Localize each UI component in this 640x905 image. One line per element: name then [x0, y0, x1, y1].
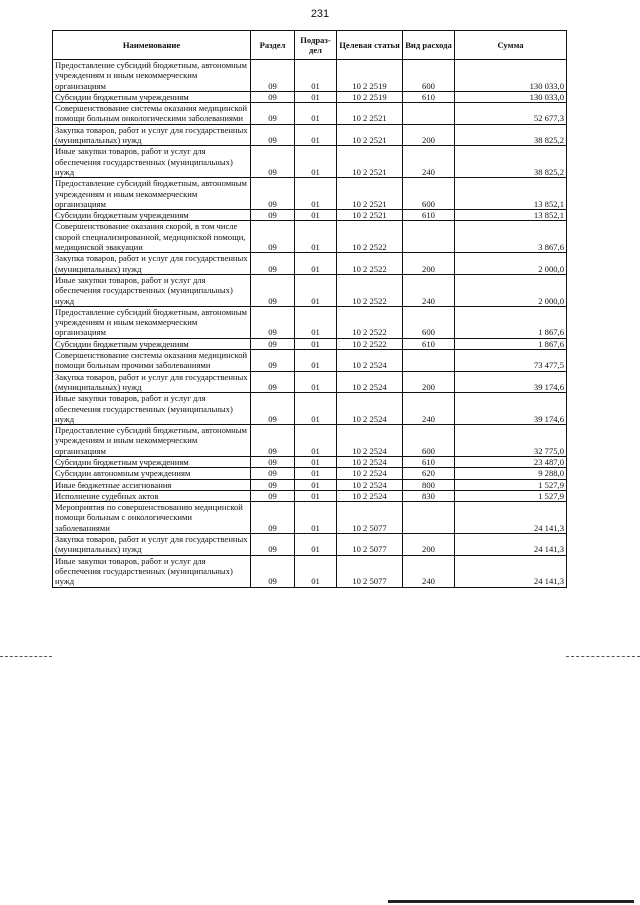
table-row	[53, 371, 567, 393]
cell-amount: 38 825,2	[455, 124, 567, 146]
header-expense: Вид расхода	[403, 31, 455, 60]
cell-amount: 2 000,0	[455, 253, 567, 275]
table-row	[53, 210, 567, 221]
cell-target: 10 2 2521	[337, 124, 403, 146]
dashed-rule-left	[0, 656, 52, 657]
cell-section: 09	[251, 371, 295, 393]
cell-section: 09	[251, 456, 295, 467]
cell-name: Предоставление субсидий бюджетным, автономным учреждениям и иным некоммерческим организациям	[53, 178, 251, 210]
cell-expense: 800	[403, 479, 455, 490]
cell-target: 10 2 2524	[337, 425, 403, 457]
cell-subsection: 01	[295, 479, 337, 490]
cell-target: 10 2 2522	[337, 306, 403, 338]
table-row	[53, 555, 567, 587]
table-row	[53, 393, 567, 425]
cell-amount: 24 141,3	[455, 502, 567, 534]
cell-subsection: 01	[295, 338, 337, 349]
cell-section: 09	[251, 274, 295, 306]
cell-name: Мероприятия по совершенствованию медицинской помощи больным с онкологическими заболеваниями	[53, 502, 251, 534]
table-header-row	[53, 31, 567, 60]
cell-expense: 620	[403, 468, 455, 479]
cell-expense: 240	[403, 393, 455, 425]
cell-subsection: 01	[295, 124, 337, 146]
cell-amount: 1 867,6	[455, 306, 567, 338]
cell-amount: 130 033,0	[455, 60, 567, 92]
cell-target: 10 2 2521	[337, 103, 403, 125]
cell-section: 09	[251, 425, 295, 457]
cell-section: 09	[251, 393, 295, 425]
cell-name: Закупка товаров, работ и услуг для государственных (муниципальных) нужд	[53, 253, 251, 275]
table-row	[53, 490, 567, 501]
cell-amount: 130 033,0	[455, 91, 567, 102]
cell-amount: 23 487,0	[455, 456, 567, 467]
cell-expense: 200	[403, 371, 455, 393]
cell-name: Предоставление субсидий бюджетным, автономным учреждениям и иным некоммерческим организациям	[53, 306, 251, 338]
cell-name: Совершенствование системы оказания медицинской помощи больным прочими заболеваниями	[53, 350, 251, 372]
cell-subsection: 01	[295, 60, 337, 92]
cell-subsection: 01	[295, 221, 337, 253]
table-body	[53, 60, 567, 588]
cell-amount: 39 174,6	[455, 393, 567, 425]
cell-expense: 610	[403, 338, 455, 349]
cell-section: 09	[251, 253, 295, 275]
cell-section: 09	[251, 210, 295, 221]
cell-target: 10 2 2521	[337, 146, 403, 178]
cell-target: 10 2 5077	[337, 502, 403, 534]
table-row	[53, 306, 567, 338]
cell-subsection: 01	[295, 306, 337, 338]
cell-section: 09	[251, 124, 295, 146]
page-number: 231	[310, 8, 330, 20]
cell-target: 10 2 2521	[337, 210, 403, 221]
table-row	[53, 103, 567, 125]
cell-amount: 13 852,1	[455, 178, 567, 210]
cell-expense: 200	[403, 534, 455, 556]
cell-section: 09	[251, 221, 295, 253]
cell-section: 09	[251, 490, 295, 501]
table-row	[53, 350, 567, 372]
cell-name: Закупка товаров, работ и услуг для государственных (муниципальных) нужд	[53, 124, 251, 146]
dashed-rule-right	[566, 656, 640, 657]
cell-name: Субсидии бюджетным учреждениям	[53, 338, 251, 349]
cell-expense: 200	[403, 253, 455, 275]
cell-expense	[403, 350, 455, 372]
cell-expense	[403, 502, 455, 534]
budget-table	[52, 30, 567, 588]
cell-expense: 830	[403, 490, 455, 501]
cell-section: 09	[251, 91, 295, 102]
table-row	[53, 274, 567, 306]
cell-section: 09	[251, 502, 295, 534]
cell-name: Предоставление субсидий бюджетным, автономным учреждениям и иным некоммерческим организациям	[53, 425, 251, 457]
cell-target: 10 2 5077	[337, 534, 403, 556]
table-row	[53, 456, 567, 467]
cell-subsection: 01	[295, 253, 337, 275]
cell-amount: 24 141,3	[455, 534, 567, 556]
cell-name: Исполнение судебных актов	[53, 490, 251, 501]
header-target: Целевая статья	[337, 31, 403, 60]
cell-expense: 600	[403, 60, 455, 92]
cell-expense: 600	[403, 425, 455, 457]
cell-name: Иные закупки товаров, работ и услуг для обеспечения государственных (муниципальных) нужд	[53, 555, 251, 587]
table-row	[53, 146, 567, 178]
header-name: Наименование	[53, 31, 251, 60]
cell-target: 10 2 2524	[337, 468, 403, 479]
cell-target: 10 2 2519	[337, 91, 403, 102]
cell-amount: 52 677,3	[455, 103, 567, 125]
table-row	[53, 178, 567, 210]
cell-expense: 240	[403, 555, 455, 587]
cell-section: 09	[251, 338, 295, 349]
cell-expense: 200	[403, 124, 455, 146]
cell-amount: 24 141,3	[455, 555, 567, 587]
table-row	[53, 338, 567, 349]
cell-target: 10 2 2522	[337, 253, 403, 275]
cell-target: 10 2 2522	[337, 274, 403, 306]
header-subsection: Подраз-дел	[295, 31, 337, 60]
cell-name: Иные закупки товаров, работ и услуг для обеспечения государственных (муниципальных) нужд	[53, 146, 251, 178]
cell-subsection: 01	[295, 178, 337, 210]
cell-expense: 610	[403, 456, 455, 467]
cell-expense: 600	[403, 178, 455, 210]
cell-target: 10 2 2521	[337, 178, 403, 210]
cell-section: 09	[251, 479, 295, 490]
cell-subsection: 01	[295, 490, 337, 501]
cell-amount: 73 477,5	[455, 350, 567, 372]
cell-subsection: 01	[295, 393, 337, 425]
cell-name: Иные закупки товаров, работ и услуг для обеспечения государственных (муниципальных) нужд	[53, 393, 251, 425]
cell-subsection: 01	[295, 555, 337, 587]
cell-name: Иные закупки товаров, работ и услуг для обеспечения государственных (муниципальных) нужд	[53, 274, 251, 306]
cell-name: Субсидии бюджетным учреждениям	[53, 91, 251, 102]
cell-section: 09	[251, 350, 295, 372]
cell-subsection: 01	[295, 425, 337, 457]
cell-expense: 610	[403, 91, 455, 102]
table-row	[53, 253, 567, 275]
cell-name: Совершенствование системы оказания медицинской помощи больным онкологическими заболеваниями	[53, 103, 251, 125]
table-row	[53, 91, 567, 102]
table-row	[53, 479, 567, 490]
cell-subsection: 01	[295, 210, 337, 221]
table-row	[53, 425, 567, 457]
cell-subsection: 01	[295, 502, 337, 534]
cell-name: Субсидии бюджетным учреждениям	[53, 456, 251, 467]
cell-amount: 13 852,1	[455, 210, 567, 221]
cell-target: 10 2 2524	[337, 456, 403, 467]
cell-section: 09	[251, 178, 295, 210]
cell-target: 10 2 2522	[337, 338, 403, 349]
cell-subsection: 01	[295, 274, 337, 306]
cell-amount: 39 174,6	[455, 371, 567, 393]
cell-section: 09	[251, 60, 295, 92]
table-row	[53, 60, 567, 92]
cell-section: 09	[251, 146, 295, 178]
cell-target: 10 2 2524	[337, 490, 403, 501]
cell-subsection: 01	[295, 350, 337, 372]
cell-subsection: 01	[295, 534, 337, 556]
cell-section: 09	[251, 534, 295, 556]
cell-target: 10 2 2519	[337, 60, 403, 92]
cell-subsection: 01	[295, 146, 337, 178]
cell-amount: 2 000,0	[455, 274, 567, 306]
cell-target: 10 2 2524	[337, 393, 403, 425]
cell-name: Субсидии автономным учреждениям	[53, 468, 251, 479]
table-row	[53, 502, 567, 534]
cell-subsection: 01	[295, 103, 337, 125]
cell-name: Предоставление субсидий бюджетным, автономным учреждениям и иным некоммерческим организациям	[53, 60, 251, 92]
cell-expense: 240	[403, 146, 455, 178]
cell-expense: 600	[403, 306, 455, 338]
cell-amount: 9 288,0	[455, 468, 567, 479]
cell-amount: 1 527,9	[455, 479, 567, 490]
bottom-rule	[388, 900, 634, 903]
cell-name: Закупка товаров, работ и услуг для государственных (муниципальных) нужд	[53, 371, 251, 393]
cell-target: 10 2 5077	[337, 555, 403, 587]
cell-name: Закупка товаров, работ и услуг для государственных (муниципальных) нужд	[53, 534, 251, 556]
cell-name: Субсидии бюджетным учреждениям	[53, 210, 251, 221]
cell-amount: 32 775,0	[455, 425, 567, 457]
header-amount: Сумма	[455, 31, 567, 60]
cell-expense: 240	[403, 274, 455, 306]
cell-amount: 1 527,9	[455, 490, 567, 501]
cell-target: 10 2 2524	[337, 350, 403, 372]
cell-amount: 3 867,6	[455, 221, 567, 253]
table-row	[53, 221, 567, 253]
cell-section: 09	[251, 103, 295, 125]
cell-name: Иные бюджетные ассигнования	[53, 479, 251, 490]
cell-name: Совершенствование оказания скорой, в том числе скорой специализированной, медицинской помощи, медицинской эвакуации	[53, 221, 251, 253]
cell-section: 09	[251, 555, 295, 587]
header-section: Раздел	[251, 31, 295, 60]
cell-section: 09	[251, 468, 295, 479]
cell-subsection: 01	[295, 371, 337, 393]
cell-target: 10 2 2522	[337, 221, 403, 253]
cell-target: 10 2 2524	[337, 371, 403, 393]
cell-amount: 1 867,6	[455, 338, 567, 349]
cell-target: 10 2 2524	[337, 479, 403, 490]
cell-subsection: 01	[295, 91, 337, 102]
cell-amount: 38 825,2	[455, 146, 567, 178]
table-row	[53, 534, 567, 556]
cell-subsection: 01	[295, 468, 337, 479]
cell-section: 09	[251, 306, 295, 338]
cell-expense	[403, 221, 455, 253]
cell-subsection: 01	[295, 456, 337, 467]
table-row	[53, 468, 567, 479]
table-row	[53, 124, 567, 146]
cell-expense: 610	[403, 210, 455, 221]
cell-expense	[403, 103, 455, 125]
